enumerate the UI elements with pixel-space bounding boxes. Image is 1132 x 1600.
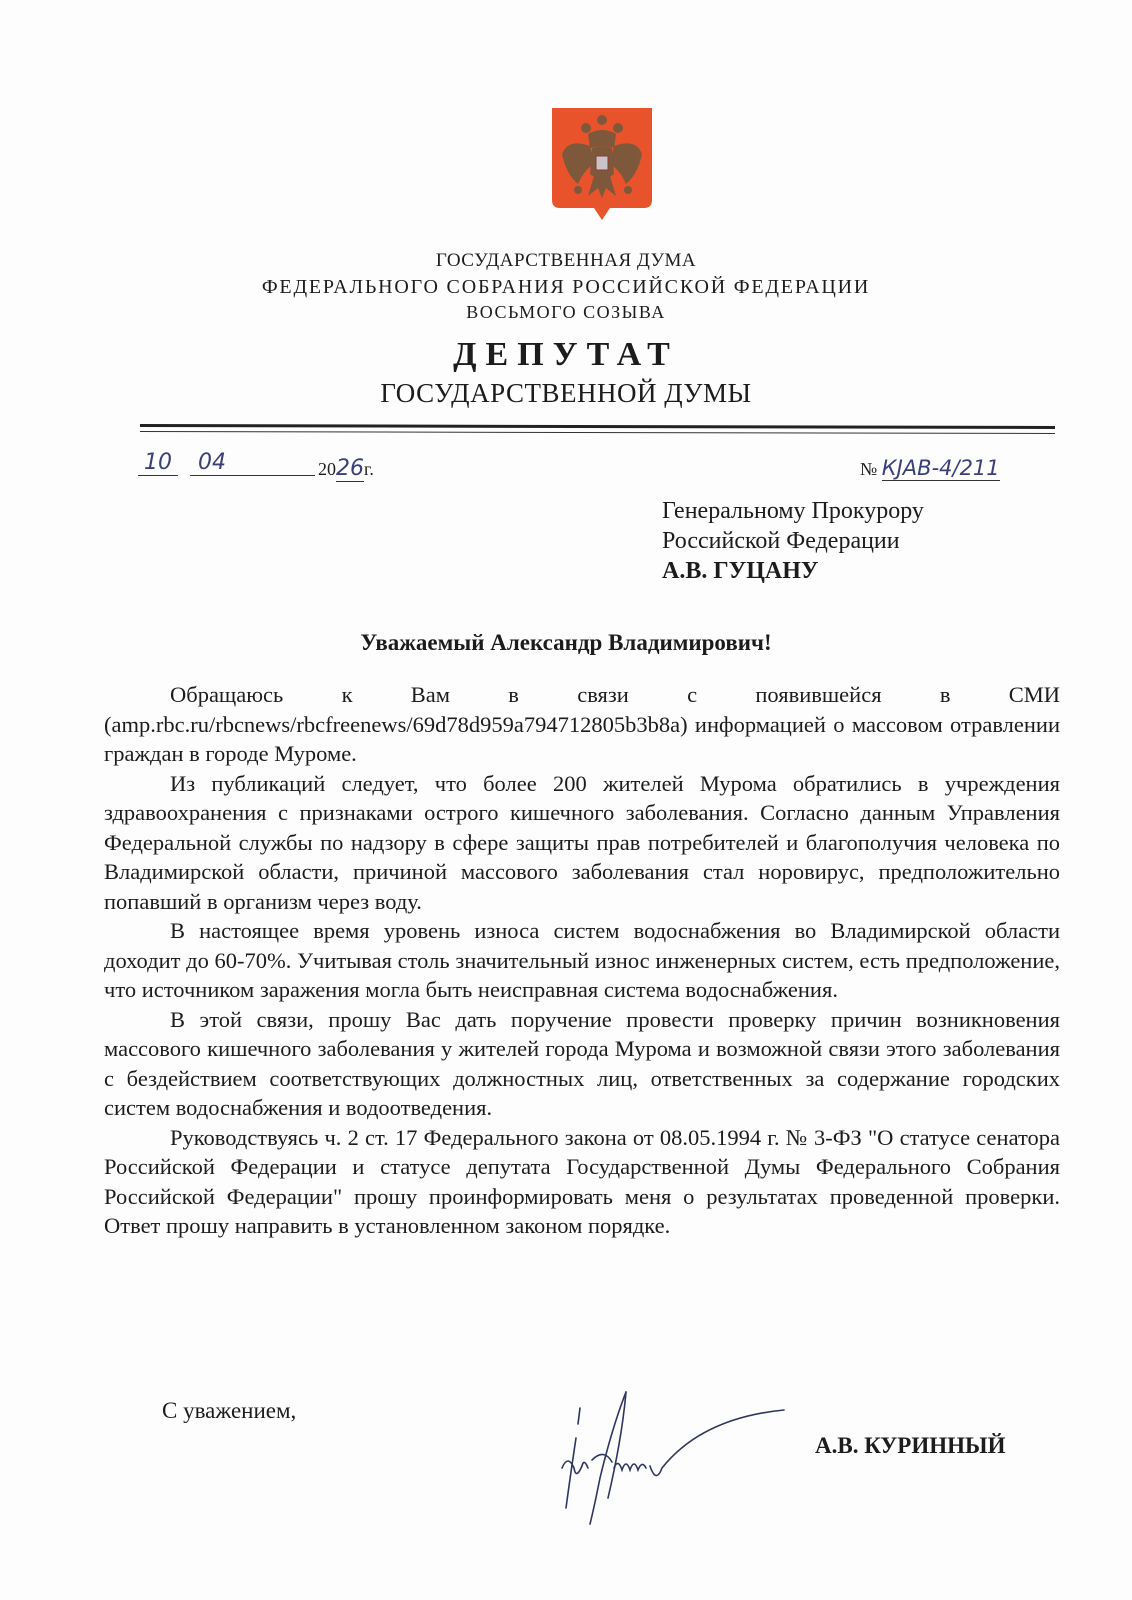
date-month: 04 bbox=[190, 450, 315, 476]
letterhead-line-2: ФЕДЕРАЛЬНОГО СОБРАНИЯ РОССИЙСКОЙ ФЕДЕРАЦИИ bbox=[261, 276, 871, 298]
addressee-name: А.В. ГУЦАНУ bbox=[662, 558, 819, 584]
addressee-line-2: Российской Федерации bbox=[662, 528, 900, 554]
addressee-line-1: Генеральному Прокурору bbox=[662, 498, 924, 524]
letter-body bbox=[104, 680, 1060, 1241]
letterhead-line-1: ГОСУДАРСТВЕННАЯ ДУМА bbox=[435, 250, 697, 271]
letterhead-subtitle: ГОСУДАРСТВЕННОЙ ДУМЫ bbox=[380, 378, 752, 408]
paragraph: Руководствуясь ч. 2 ст. 17 Федерального закона от 08.05.1994 г. № 3-ФЗ "О статусе сенатора Российской Федерации и статусе депутата Государственной Думы Федерального Собрания Российской Федерации" прошу проинформировать меня о результатах проведенной проверки. Ответ прошу направить в установленном законом порядке. bbox=[104, 1124, 1060, 1238]
paragraph: Из публикаций следует, что более 200 жителей Мурома обратились в учреждения здравоохранения с признаками острого кишечного заболевания. Согласно данным Управления Федеральной службы по надзору в сфере защиты прав потребителей и благополучия человека по Владимирской области, причиной массового заболевания стал норовирус, предположительно попавший в организм через воду. bbox=[104, 770, 1060, 914]
signer-name: А.В. КУРИННЫЙ bbox=[815, 1433, 1006, 1458]
header-divider-thin bbox=[140, 431, 1055, 434]
coat-of-arms-icon bbox=[548, 104, 656, 222]
salutation: Уважаемый Александр Владимирович! bbox=[360, 630, 772, 655]
paragraph: Обращаюсь к Вам в связи с появившейся в СМИ (amp.rbc.ru/rbcnews/rbcfreenews/69d78d959a794712805b3b8a) информацией о массовом отравлении граждан в городе Муроме. bbox=[104, 682, 1060, 766]
reference-number bbox=[860, 456, 1000, 480]
signature-icon bbox=[552, 1388, 792, 1528]
paragraph: В этой связи, прошу Вас дать поручение провести проверку причин возникновения массового кишечного заболевания у жителей города Мурома и возможной связи этого заболевания с бездействием соответствующих должностных лиц, ответственных за содержание городских систем водоснабжения и водоотведения. bbox=[104, 1006, 1060, 1120]
year-prefix: 20 bbox=[318, 459, 336, 479]
reference-label: № bbox=[860, 459, 878, 479]
letterhead-line-3: ВОСЬМОГО СОЗЫВА bbox=[466, 302, 666, 322]
letterhead-title: ДЕПУТАТ bbox=[453, 336, 679, 373]
year-mark: г. bbox=[364, 459, 374, 479]
header-divider-thick bbox=[140, 424, 1055, 429]
paragraph: В настоящее время уровень износа систем водоснабжения во Владимирской области доходит до 60-70%. Учитывая столь значительный износ инженерных систем, есть предположение, что источником заражения могла быть неисправная система водоснабжения. bbox=[104, 918, 1060, 1002]
date-day: 10 bbox=[138, 450, 178, 476]
addressee-block bbox=[662, 496, 924, 586]
closing: С уважением, bbox=[162, 1398, 297, 1423]
reference-value: КЈАВ-4/211 bbox=[881, 456, 1000, 480]
year-suffix: 26 bbox=[336, 456, 364, 481]
date-year bbox=[318, 456, 374, 481]
